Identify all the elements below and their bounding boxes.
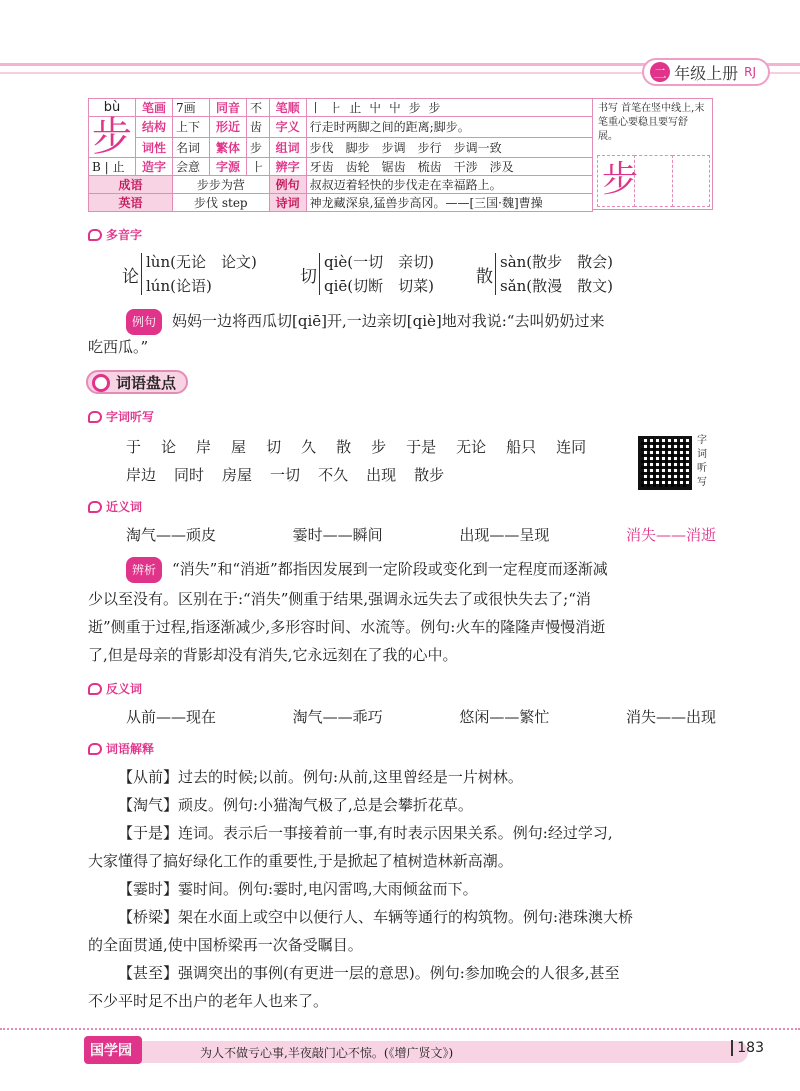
synonym-pair: 霎时——瞬间 xyxy=(292,526,383,544)
dictation-word: 步 xyxy=(371,438,387,456)
cell-value: 名词 xyxy=(173,137,210,158)
section-title: 字词听写 xyxy=(106,410,155,424)
polyphone-char: 切 xyxy=(300,266,317,287)
poem-value: 神龙藏深泉,猛兽步高冈。——[三国·魏]曹操 xyxy=(306,194,592,212)
polyphone-reading: lùn(无论 论文) xyxy=(146,253,257,271)
dictation-word: 于 xyxy=(126,438,142,456)
cell-label: 字义 xyxy=(269,117,306,138)
writing-cell xyxy=(672,155,710,207)
qr-label: 字词听写 xyxy=(697,435,707,488)
dictation-row xyxy=(126,436,586,457)
section-title: 反义词 xyxy=(106,682,143,696)
example-tag: 例句 xyxy=(126,309,162,335)
cell-value: 齿 xyxy=(247,117,270,138)
dictation-word: 房屋 xyxy=(222,466,253,484)
english-value: 步伐 step xyxy=(173,194,270,212)
analysis-tag: 辨析 xyxy=(126,557,162,583)
footer-divider xyxy=(0,1028,800,1030)
writing-tip: 书写 首笔在竖中线上,末笔重心要稳且要写舒展。 xyxy=(598,103,705,142)
cell-value: 不 xyxy=(247,99,270,117)
example-value: 叔叔迈着轻快的步伐走在幸福路上。 xyxy=(306,176,592,194)
main-character: 步 xyxy=(89,117,136,158)
cell-label: 字源 xyxy=(210,158,247,176)
brace xyxy=(141,253,142,295)
example-text: 妈妈一边将西瓜切[qiē]开,一边亲切[qiè]地对我说:“去叫奶奶过来 xyxy=(172,312,605,330)
dictation-word: 不久 xyxy=(318,466,349,484)
cell-value: 步 xyxy=(247,137,270,158)
explanation-item: 的全面贯通,使中国桥梁再一次备受瞩目。 xyxy=(88,936,363,954)
pointing-hand-icon xyxy=(88,743,102,755)
idiom-label: 成语 xyxy=(89,176,173,194)
analysis-text: “消失”和“消逝”都指因发展到一定阶段或变化到一定程度而逐渐减 xyxy=(172,560,608,578)
cell-label: 繁体 xyxy=(210,137,247,158)
polyphone-example xyxy=(126,308,726,335)
polyphone-reading: lún(论语) xyxy=(146,277,212,295)
section-title: 词语解释 xyxy=(106,742,155,756)
polyphone-group xyxy=(300,250,434,298)
footer-badge xyxy=(84,1036,142,1064)
cell-value: 7画 xyxy=(173,99,210,117)
cell-value: 行走时两脚之间的距离;脚步。 xyxy=(306,117,592,138)
explanation-item: 不少平时足不出户的老年人也来了。 xyxy=(88,992,329,1010)
english-label: 英语 xyxy=(89,194,173,212)
idiom-value: 步步为营 xyxy=(173,176,270,194)
footer-badge-label: 国学园 xyxy=(90,1043,132,1059)
edition-label: RJ xyxy=(744,65,756,79)
section-synonyms xyxy=(88,498,142,515)
cell-label: 结构 xyxy=(136,117,173,138)
synonym-pair: 淘气——顽皮 xyxy=(126,526,217,544)
example-label: 例句 xyxy=(269,176,306,194)
writing-cell xyxy=(634,155,672,207)
stroke-order: 丨 ⺊ 止 屮 屮 步 步 xyxy=(306,99,592,117)
explanation-item: 【甚至】强调突出的事例(有更进一层的意思)。例句:参加晚会的人很多,甚至 xyxy=(118,964,620,982)
analysis-text: 逝”侧重于过程,指逐渐减少,多形容时间、水流等。例句:火车的隆隆声慢慢消逝 xyxy=(88,618,606,636)
writing-cell xyxy=(597,155,639,207)
cell-label: 笔顺 xyxy=(269,99,306,117)
footer-quote-bar xyxy=(128,1041,748,1063)
radical-label: B xyxy=(92,160,101,174)
flower-icon xyxy=(92,374,110,392)
explanation-item: 大家懂得了搞好绿化工作的重要性,于是掀起了植树造林新高潮。 xyxy=(88,852,513,870)
dictation-word: 同时 xyxy=(174,466,205,484)
antonym-pair: 消失——出现 xyxy=(625,708,716,726)
grade-label xyxy=(642,58,770,86)
explanation-item: 【从前】过去的时候;以前。例句:从前,这里曾经是一片树林。 xyxy=(118,768,523,786)
dictation-word: 屋 xyxy=(231,438,247,456)
synonym-pairs xyxy=(126,524,716,545)
pointing-hand-icon xyxy=(88,411,102,423)
analysis-line xyxy=(126,556,716,583)
char-pinyin: bù xyxy=(89,99,136,117)
dictation-word: 连同 xyxy=(556,438,587,456)
dictation-word: 岸边 xyxy=(126,466,157,484)
polyphone-reading: sàn(散步 散会) xyxy=(500,253,614,271)
polyphone-reading: sǎn(散漫 散文) xyxy=(500,277,614,295)
polyphone-char: 散 xyxy=(476,266,493,287)
footer-quote: 为人不做亏心事,半夜敲门心不惊。(《增广贤文》) xyxy=(200,1045,454,1060)
antonym-pair: 从前——现在 xyxy=(126,708,217,726)
dictation-word: 无论 xyxy=(456,438,487,456)
polyphone-reading: qiē(切断 切菜) xyxy=(324,277,434,295)
dictation-word: 久 xyxy=(301,438,317,456)
grade-text: 年级上册 xyxy=(674,63,739,83)
section-dictation xyxy=(88,408,154,425)
dictation-row xyxy=(126,464,444,485)
dictation-word: 船只 xyxy=(506,438,537,456)
section-word-review xyxy=(86,370,188,394)
qr-code-icon[interactable] xyxy=(638,436,692,490)
brace xyxy=(495,253,496,295)
cell-label: 辨字 xyxy=(269,158,306,176)
example-text: 吃西瓜。” xyxy=(88,338,149,356)
cell-label: 组词 xyxy=(269,137,306,158)
poem-label: 诗词 xyxy=(269,194,306,212)
dictation-word: 一切 xyxy=(270,466,301,484)
polyphone-group xyxy=(476,250,613,298)
radical-cell: B | 止 xyxy=(89,158,136,176)
radical: 止 xyxy=(112,160,125,174)
cell-label: 笔画 xyxy=(136,99,173,117)
section-title: 词语盘点 xyxy=(116,373,177,392)
pointing-hand-icon xyxy=(88,229,102,241)
analysis-text: 少以至没有。区别在于:“消失”侧重于结果,强调永远失去了或很快失去了;“消 xyxy=(88,590,591,608)
pointing-hand-icon xyxy=(88,501,102,513)
writing-guide xyxy=(593,98,713,210)
section-title: 多音字 xyxy=(106,228,143,242)
dictation-word: 岸 xyxy=(196,438,212,456)
grade-circle: 二 xyxy=(650,62,670,82)
polyphone-group xyxy=(122,250,257,298)
explanation-item: 【淘气】顽皮。例句:小猫淘气极了,总是会攀折花草。 xyxy=(118,796,473,814)
cell-value: 上下 xyxy=(173,117,210,138)
pointing-hand-icon xyxy=(88,683,102,695)
cell-value: 步伐 脚步 步调 步行 步调一致 xyxy=(306,137,592,158)
explanation-item: 【桥梁】架在水面上或空中以便行人、车辆等通行的构筑物。例句:港珠澳大桥 xyxy=(118,908,634,926)
brace xyxy=(319,253,320,295)
dictation-word: 散 xyxy=(336,438,352,456)
writing-grid xyxy=(597,155,709,207)
cell-label: 词性 xyxy=(136,137,173,158)
section-explanations xyxy=(88,740,154,757)
writing-sample: 步 xyxy=(602,159,639,200)
analysis-text: 了,但是母亲的背影却没有消失,它永远刻在了我的心中。 xyxy=(88,646,458,664)
explanation-item: 【霎时】霎时间。例句:霎时,电闪雷鸣,大雨倾盆而下。 xyxy=(118,880,478,898)
polyphone-example-cont xyxy=(88,334,718,360)
cell-label: 造字 xyxy=(136,158,173,176)
section-antonyms xyxy=(88,680,142,697)
dictation-word: 出现 xyxy=(366,466,397,484)
dictation-word: 于是 xyxy=(406,438,437,456)
synonym-pair: 出现——呈现 xyxy=(459,526,550,544)
antonym-pairs xyxy=(126,706,716,727)
section-title: 近义词 xyxy=(106,500,143,514)
cell-label: 同音 xyxy=(210,99,247,117)
synonym-pair-highlighted: 消失——消逝 xyxy=(625,526,716,544)
dictation-word: 论 xyxy=(161,438,177,456)
dictation-word: 切 xyxy=(266,438,282,456)
section-polyphone xyxy=(88,226,142,243)
polyphone-char: 论 xyxy=(122,266,139,287)
polyphone-reading: qiè(一切 亲切) xyxy=(324,253,434,271)
explanation-item: 【于是】连词。表示后一事接着前一事,有时表示因果关系。例句:经过学习, xyxy=(118,824,613,842)
antonym-pair: 淘气——乖巧 xyxy=(292,708,383,726)
page-number: 183 xyxy=(731,1040,764,1056)
antonym-pair: 悠闲——繁忙 xyxy=(459,708,550,726)
cell-value: 会意 xyxy=(173,158,210,176)
cell-value: 牙齿 齿轮 锯齿 梳齿 干涉 涉及 xyxy=(306,158,592,176)
dictation-word: 散步 xyxy=(414,466,445,484)
char-origin-icon: ⺊ xyxy=(247,158,270,176)
cell-label: 形近 xyxy=(210,117,247,138)
character-table xyxy=(88,98,593,212)
